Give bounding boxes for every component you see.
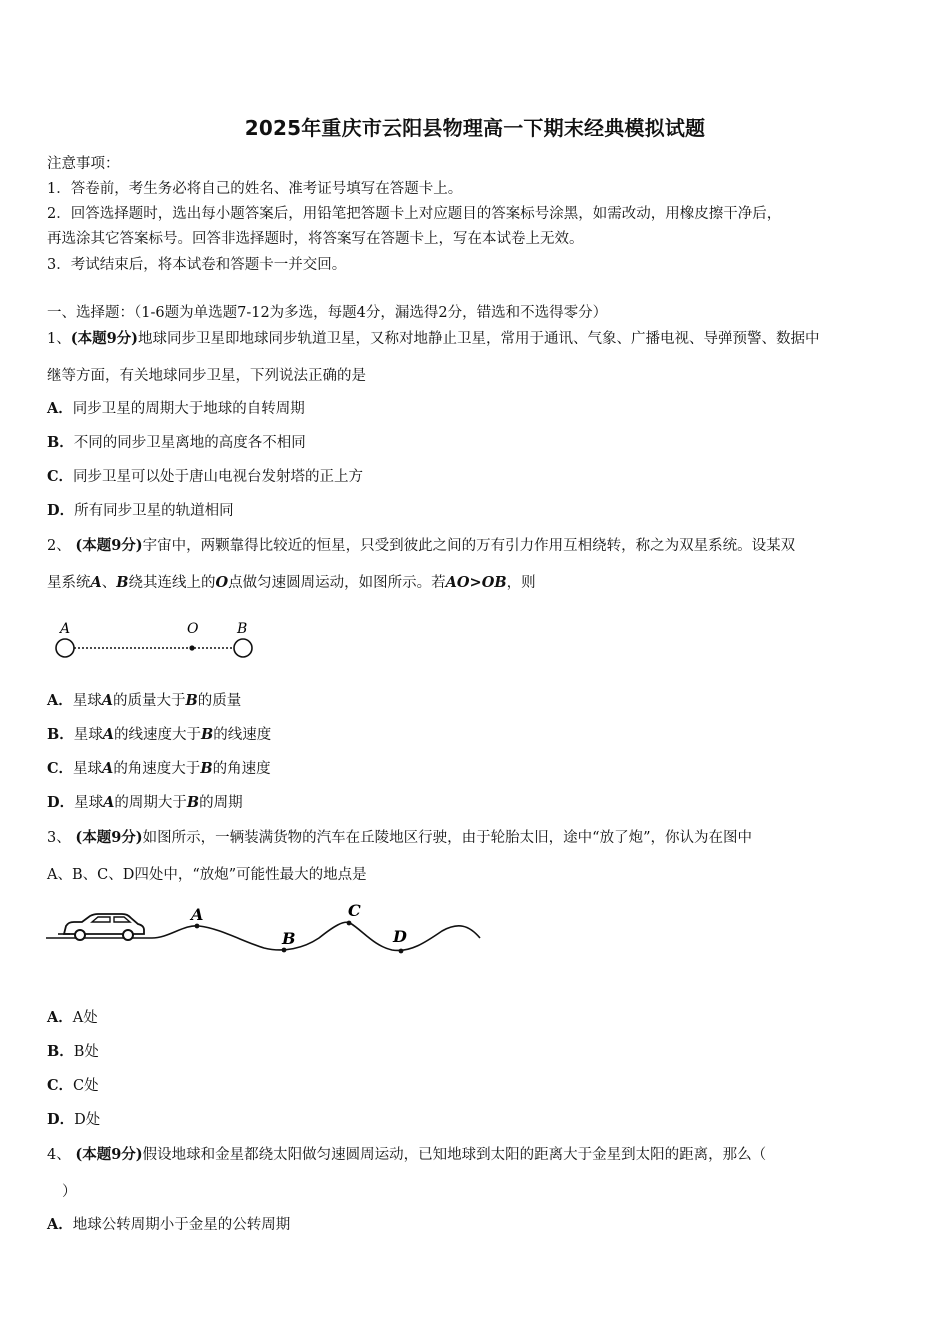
section-heading: 一、选择题：（1-6题为单选题7-12为多选，每题4分，漏选得2分，错选和不选得零分）	[47, 305, 608, 321]
q2-option-d: D．星球A的周期大于B的周期	[47, 794, 243, 811]
notice-item-3: 3．考试结束后，将本试卷和答题卡一并交回。	[47, 257, 347, 273]
q3-option-c: C．C处	[47, 1077, 99, 1094]
q3-option-b: B．B处	[47, 1043, 99, 1060]
notice-item-2: 2．回答选择题时，选出每小题答案后，用铅笔把答题卡上对应题目的答案标号涂黑，如需改动，用橡皮擦干净后，	[47, 206, 782, 222]
question-number: 4、	[47, 1147, 71, 1163]
q2-option-a: A．星球A的质量大于B的质量	[47, 692, 242, 709]
figure-label-o: O	[187, 621, 199, 637]
question-4-line-2: ）	[62, 1184, 77, 1200]
question-3-line-2: A、B、C、D四处中，“放炮”可能性最大的地点是	[47, 867, 367, 883]
question-score-tag: (本题9分)	[70, 330, 139, 347]
q1-option-d: D．所有同步卫星的轨道相同	[47, 502, 234, 519]
question-3-line-1	[47, 826, 752, 847]
q2-option-b: B．星球A的线速度大于B的线速度	[47, 726, 272, 743]
question-text: 如图所示，一辆装满货物的汽车在丘陵地区行驶，由于轮胎太旧，途中“放了炮”，你认为在图中	[142, 830, 752, 846]
page-title: 2025年重庆市云阳县物理高一下期末经典模拟试题	[244, 116, 706, 140]
q4-option-a: A．地球公转周期小于金星的公转周期	[47, 1216, 291, 1233]
question-score-tag: (本题9分)	[75, 829, 143, 846]
car-icon	[58, 914, 144, 940]
figure-label-b: B	[237, 621, 248, 637]
figure-label-d: D	[393, 927, 407, 946]
binary-star-figure	[48, 614, 264, 664]
star-b	[234, 639, 252, 657]
question-1-line-1	[47, 327, 820, 348]
question-text: 地球同步卫星即地球同步轨道卫星，又称对地静止卫星，常用于通讯、气象、广播电视、导弹预警、数据中	[138, 331, 820, 347]
question-number: 1、	[47, 331, 71, 347]
figure-label-b: B	[282, 929, 296, 948]
question-text: 宇宙中，两颗靠得比较近的恒星，只受到彼此之间的万有引力作用互相绕转，称之为双星系统。设某双	[142, 538, 796, 554]
notice-item-1: 1．答卷前，考生务必将自己的姓名、准考证号填写在答题卡上。	[47, 181, 463, 197]
center-point-o	[189, 645, 194, 650]
q3-option-a: A．A处	[47, 1009, 98, 1026]
figure-label-c: C	[348, 901, 361, 920]
notice-item-2-cont: 再选涂其它答案标号。回答非选择题时，将答案写在答题卡上，写在本试卷上无效。	[47, 231, 584, 247]
question-text: 假设地球和金星都绕太阳做匀速圆周运动，已知地球到太阳的距离大于金星到太阳的距离，那么（	[142, 1147, 767, 1163]
question-2-line-2: 星系统A、B绕其连线上的O点做匀速圆周运动，如图所示。若AO>OB，则	[47, 574, 536, 591]
q3-option-d: D．D处	[47, 1111, 101, 1128]
point-c	[347, 921, 352, 926]
question-number: 3、	[47, 830, 71, 846]
q1-option-c: C．同步卫星可以处于唐山电视台发射塔的正上方	[47, 468, 364, 485]
figure-label-a: A	[191, 905, 204, 924]
question-1-line-2: 继等方面，有关地球同步卫星，下列说法正确的是	[47, 368, 366, 384]
question-2-line-1	[47, 534, 795, 555]
notice-heading: 注意事项：	[47, 156, 120, 172]
question-4-line-1	[47, 1143, 766, 1164]
point-d	[399, 949, 404, 954]
point-a	[195, 924, 200, 929]
q2-option-c: C．星球A的角速度大于B的角速度	[47, 760, 271, 777]
hill-road-curve	[152, 922, 480, 950]
q1-option-a: A．同步卫星的周期大于地球的自转周期	[47, 400, 305, 417]
question-number: 2、	[47, 538, 71, 554]
point-b	[282, 948, 287, 953]
star-a	[56, 639, 74, 657]
hill-road-figure	[44, 898, 484, 960]
question-score-tag: (本题9分)	[75, 1146, 143, 1163]
q1-option-b: B．不同的同步卫星离地的高度各不相同	[47, 434, 306, 451]
question-score-tag: (本题9分)	[75, 537, 143, 554]
figure-label-a: A	[60, 621, 71, 637]
